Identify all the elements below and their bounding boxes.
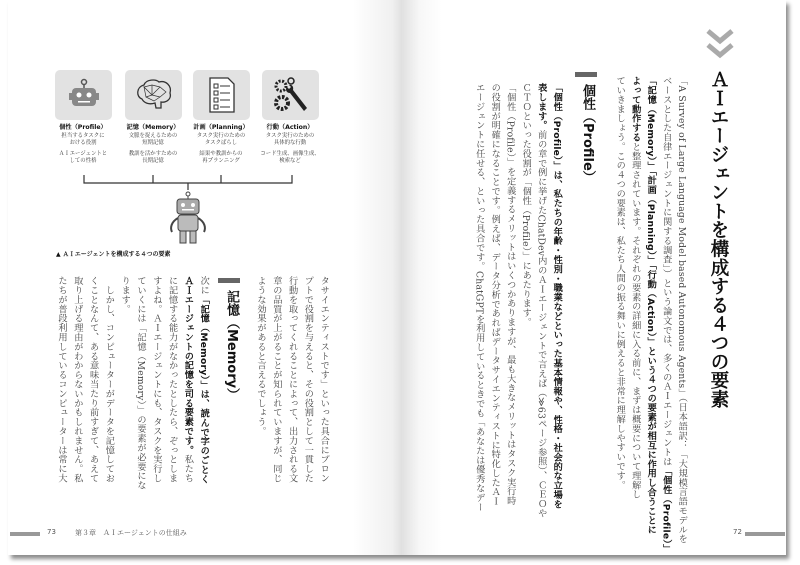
card-action bbox=[262, 70, 319, 120]
text: エージェントに任せる、といった具合です。ChatGPTを利用しているときでも「あなたは優秀なデー bbox=[473, 83, 485, 512]
text: 「個性（Profile）」を定義するメリットはいくつかありますが、最も大きなメリットはタスク実行時 bbox=[504, 83, 516, 506]
footer-bar-left bbox=[10, 532, 40, 536]
card-planning-label bbox=[185, 124, 257, 166]
text: と整理されています。それぞれの要素の詳細に入る前に、まずは概要について理解し bbox=[629, 141, 641, 500]
text: ていくには「記憶（Memory）」の要素が必要にな bbox=[135, 276, 146, 490]
body-line bbox=[287, 276, 296, 483]
intro-paragraph-line bbox=[646, 76, 655, 534]
memory-paragraph-line bbox=[57, 276, 66, 483]
card-line: 検索など bbox=[279, 158, 301, 164]
memory-paragraph-line bbox=[120, 276, 129, 314]
card-line: 担当するタスクに bbox=[61, 132, 105, 139]
memory-paragraph-line bbox=[136, 276, 145, 490]
text: 「A Survey of Large Language Model based Autonomous Agents」（日本語訳：「大規模言語モデルを bbox=[676, 76, 688, 544]
text: 次に bbox=[198, 276, 210, 295]
text: ります。 bbox=[119, 276, 131, 314]
text: 行動を取ってくれることによって、出力される文 bbox=[286, 276, 298, 483]
text: 章の品質が上がることが知られていますが、同じ bbox=[270, 276, 282, 483]
text: ような効果があると言えるでしょう。 bbox=[255, 276, 266, 436]
double-chevron-down-icon bbox=[705, 28, 735, 62]
card-line: タスク実行のための bbox=[196, 132, 246, 139]
footer-bar-right bbox=[745, 532, 785, 536]
body-line bbox=[319, 276, 328, 483]
card-title: 記憶（Memory） bbox=[126, 124, 180, 131]
card-line: おける役割 bbox=[69, 140, 97, 146]
memory-paragraph-line bbox=[104, 276, 113, 483]
running-head: 第３章 ＡＩエージェントの仕組み bbox=[75, 529, 187, 537]
text: ベースとした自律エージェントに関する調査」）という論文では、多くのＡＩエージェントは bbox=[660, 76, 672, 467]
bold-text: 「個性（Profile）」は、私たちの年齢・性別・職業などといった基本情報や、性格・社会的な立場を bbox=[551, 83, 563, 509]
robot-icon bbox=[171, 192, 205, 243]
bracket-connector bbox=[84, 175, 292, 190]
text: 私たち bbox=[182, 454, 194, 483]
card-line: 長期記憶 bbox=[142, 158, 164, 164]
memory-paragraph-line bbox=[73, 276, 82, 483]
chapter-section-title: ＡＩエージェントを構成する４つの要素 bbox=[708, 70, 729, 409]
card-line: 再プランニング bbox=[202, 158, 240, 164]
profile-paragraph-line bbox=[506, 83, 515, 505]
text: プトで役割を与えると、その役割として一貫した bbox=[302, 276, 314, 483]
checklist-icon bbox=[207, 76, 237, 114]
profile-paragraph-line bbox=[475, 83, 484, 512]
gears-wrench-icon bbox=[271, 76, 311, 114]
text: すよね。ＡＩエージェントにも、タスクを実行し bbox=[150, 276, 162, 483]
page-number-left: 73 bbox=[47, 528, 56, 536]
card-line: ＡＩエージェントと bbox=[58, 150, 108, 157]
card-line: タスク実行のための bbox=[265, 132, 315, 139]
text: の役割が明確になることです。例えば、データ分析であればデータサイエンティストに特化したＡＩ bbox=[489, 83, 501, 506]
body-line bbox=[272, 276, 281, 483]
intro-paragraph-line bbox=[662, 76, 671, 554]
bold-text: よって動作する bbox=[629, 76, 641, 142]
card-title: 個性（Profile） bbox=[59, 124, 107, 131]
text: ＣＴＯといった役割が「個性（Profile）」にあたります。 bbox=[520, 83, 532, 327]
section-heading-memory: 記憶（Memory） bbox=[224, 290, 239, 402]
intro-paragraph-line bbox=[677, 76, 686, 544]
book-gutter bbox=[352, 0, 442, 555]
text: に記憶する能力がなかったとしたら、ぞっとしま bbox=[166, 276, 178, 483]
bold-text: ＡＩエージェントの記憶を司る要素です。 bbox=[182, 276, 194, 455]
text: タサイエンティストです」といった具合にプロン bbox=[318, 276, 330, 483]
brain-network-icon bbox=[134, 77, 174, 113]
text: 取り上げる理由がわからないかもしれません。私 bbox=[71, 276, 83, 483]
card-planning bbox=[193, 70, 250, 120]
page-number-right: 72 bbox=[733, 528, 742, 536]
card-profile bbox=[55, 70, 112, 120]
heading-bar bbox=[218, 278, 240, 283]
bold-text: 「記憶（Memory）」「計画（Planning）」「行動（Action）」という４つの要素が相互に作用し合うことに bbox=[645, 76, 657, 535]
robot-head-icon bbox=[66, 77, 102, 113]
text: しかし、コンピューターがデータを記憶してお bbox=[103, 276, 115, 483]
section-heading-profile: 個性（Profile） bbox=[580, 84, 595, 184]
figure-caption: ▲ ＡＩエージェントを構成する４つの要素 bbox=[56, 251, 171, 258]
bracket-and-robot bbox=[50, 170, 330, 250]
body-line bbox=[256, 276, 265, 436]
card-title: 行動（Action） bbox=[266, 124, 314, 131]
card-line: 具体的な行動 bbox=[273, 140, 307, 146]
text: たちが普段利用しているコンピューターは常に大 bbox=[56, 276, 67, 483]
intro-paragraph-line bbox=[615, 76, 624, 490]
profile-paragraph-line bbox=[521, 83, 530, 327]
bold-text: 「記憶（Memory）」は、読んで字のごとく bbox=[198, 294, 210, 484]
text: くことなんて、ある意味当たり前すぎて、あえて bbox=[87, 276, 99, 483]
bold-text: 表します。 bbox=[535, 83, 547, 130]
card-line: 結果や教訓からの bbox=[199, 150, 243, 157]
text: ていきましょう。この４つの要素は、私たち人間の振る舞いに例えると非常に理解しやすいです。 bbox=[614, 76, 626, 490]
memory-paragraph-line bbox=[88, 276, 97, 483]
card-memory bbox=[125, 70, 182, 120]
intro-paragraph-line bbox=[631, 76, 640, 499]
card-memory-label bbox=[117, 124, 189, 166]
card-line: コード生成、画像生成、 bbox=[260, 150, 320, 157]
card-line: タスクばらし bbox=[204, 140, 238, 146]
memory-paragraph-line bbox=[167, 276, 176, 483]
memory-paragraph-line bbox=[152, 276, 161, 483]
heading-bar bbox=[575, 72, 597, 77]
card-line: 教訓を活かすための bbox=[128, 150, 178, 157]
body-line bbox=[303, 276, 312, 483]
card-action-label bbox=[254, 124, 326, 166]
profile-paragraph-line bbox=[552, 83, 561, 509]
card-title: 計画（Planning） bbox=[193, 124, 249, 131]
card-line: 文脈を捉えるための bbox=[128, 132, 178, 139]
text: 前の章で例に挙げたChatDev内のＡＩエージェントで言えば（≫63ページ参照）、ＣＥＯや bbox=[535, 130, 547, 518]
profile-paragraph-line bbox=[537, 83, 546, 518]
card-line: 短期記憶 bbox=[142, 140, 164, 146]
profile-paragraph-line bbox=[490, 83, 499, 506]
bold-text: 「個性（Profile）」 bbox=[660, 466, 672, 554]
card-line: しての性格 bbox=[69, 158, 97, 164]
memory-paragraph-line bbox=[183, 276, 192, 483]
card-profile-label bbox=[47, 124, 119, 166]
memory-paragraph-line bbox=[199, 276, 208, 484]
figure-caption-text: ＡＩエージェントを構成する４つの要素 bbox=[62, 251, 171, 258]
